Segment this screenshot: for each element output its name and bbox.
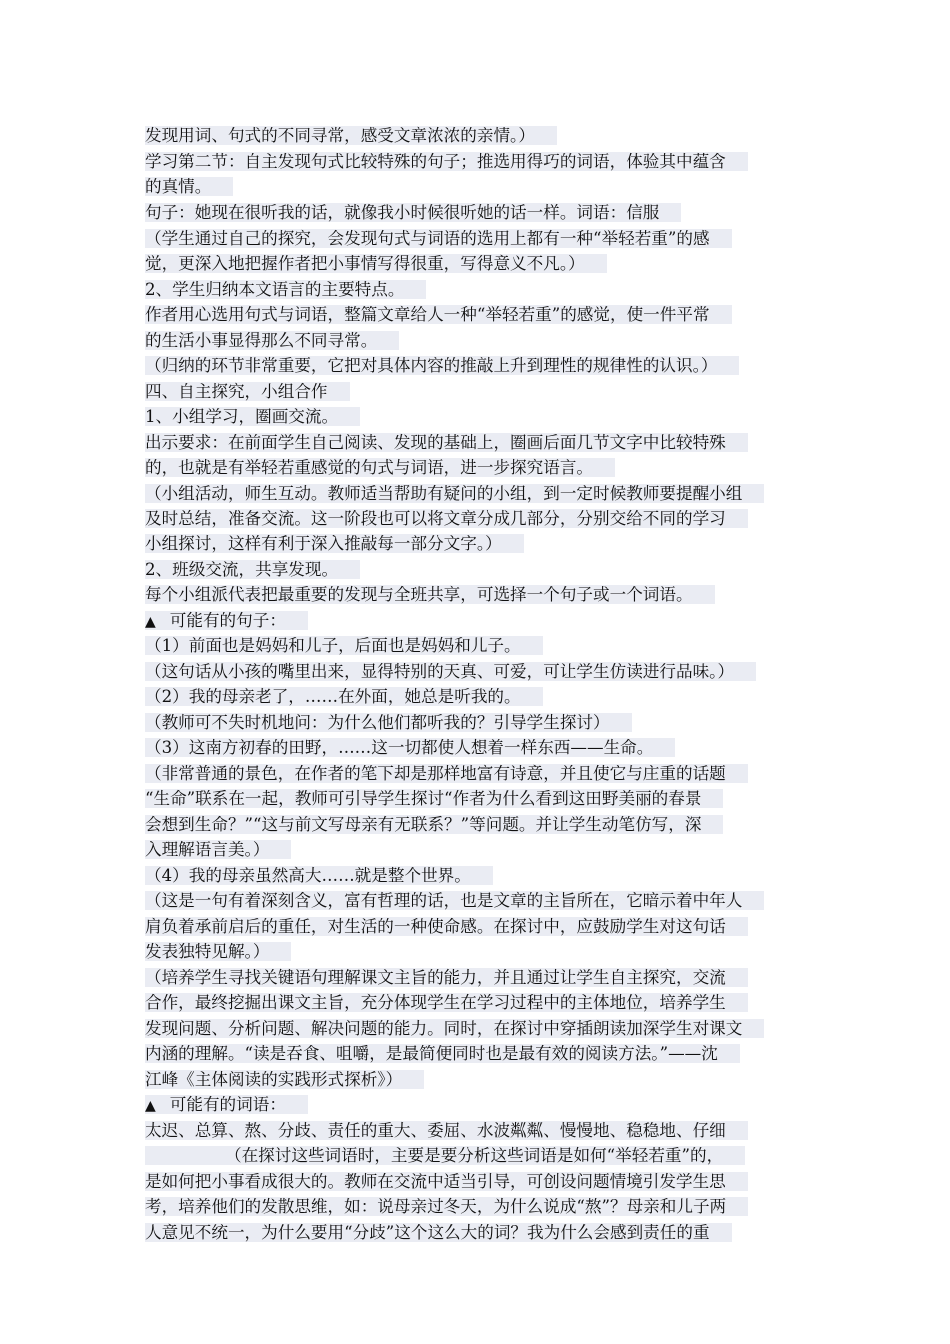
text-line: 2、学生归纳本文语言的主要特点。 [145,279,426,301]
text-line: （归纳的环节非常重要，它把对具体内容的推敲上升到理性的规律性的认识。） [145,355,739,377]
text-line: ▲ 可能有的词语： [145,1094,308,1116]
text-line: 江峰《主体阅读的实践形式探析》） [145,1069,424,1091]
text-line: （教师可不失时机地问：为什么他们都听我的？引导学生探讨） [145,712,632,734]
text-line: 合作，最终挖掘出课文主旨，充分体现学生在学习过程中的主体地位，培养学生 [145,992,748,1014]
text-line: 小组探讨，这样有利于深入推敲每一部分文字。） [145,533,524,555]
text-line: 考，培养他们的发散思维，如：说母亲过冬天，为什么说成“熬”？母亲和儿子两 [145,1196,748,1218]
text-line: 出示要求：在前面学生自己阅读、发现的基础上，圈画后面几节文字中比较特殊 [145,432,748,454]
text-line: 2、班级交流，共享发现。 [145,559,360,581]
text-line: （小组活动，师生互动。教师适当帮助有疑问的小组，到一定时候教师要提醒小组 [145,483,764,505]
text-line: 人意见不统一，为什么要用“分歧”这个这么大的词？我为什么会感到责任的重 [145,1222,732,1244]
text-line: “生命”联系在一起，教师可引导学生探讨“作者为什么看到这田野美丽的春景 [145,788,723,810]
text-line: 的生活小事显得那么不同寻常。 [145,330,399,352]
text-line: （在探讨这些词语时，主要是要分析这些词语是如何“举轻若重”的， [145,1145,745,1167]
text-line: 的，也就是有举轻若重感觉的句式与词语，进一步探究语言。 [145,457,615,479]
text-line: 作者用心选用句式与词语，整篇文章给人一种“举轻若重”的感觉，使一件平常 [145,304,732,326]
text-line: （培养学生寻找关键语句理解课文主旨的能力，并且通过让学生自主探究，交流 [145,967,748,989]
text-line: 学习第二节：自主发现句式比较特殊的句子；推选用得巧的词语，体验其中蕴含 [145,151,748,173]
text-line: 每个小组派代表把最重要的发现与全班共享，可选择一个句子或一个词语。 [145,584,715,606]
text-line: 肩负着承前启后的重任，对生活的一种使命感。在探讨中，应鼓励学生对这句话 [145,916,748,938]
section-heading: 四、自主探究，小组合作 [145,381,350,403]
text-line: 觉，更深入地把握作者把小事情写得很重，写得意义不凡。） [145,253,607,275]
text-line: （2）我的母亲老了，……在外面，她总是听我的。 [145,686,543,708]
text-line: 句子：她现在很听我的话，就像我小时候很听她的话一样。词语：信服 [145,202,681,224]
text-line: 会想到生命？”“这与前文写母亲有无联系？”等问题。并让学生动笔仿写，深 [145,814,723,836]
text-line: （这是一句有着深刻含义，富有哲理的话，也是文章的主旨所在，它暗示着中年人 [145,890,764,912]
text-line: 发现问题、分析问题、解决问题的能力。同时，在探讨中穿插朗读加深学生对课文 [145,1018,764,1040]
text-line: 及时总结，准备交流。这一阶段也可以将文章分成几部分，分别交给不同的学习 [145,508,748,530]
text-line: 入理解语言美。） [145,839,291,861]
text-line: （4）我的母亲虽然高大……就是整个世界。 [145,865,493,887]
triangle-bullet-icon: ▲ [145,614,156,630]
text-line: ▲ 可能有的句子： [145,610,308,632]
text-line: （这句话从小孩的嘴里出来，显得特别的天真、可爱，可让学生仿读进行品味。） [145,661,756,683]
text-line: 内涵的理解。“读是吞食、咀嚼，是最简便同时也是最有效的阅读方法。”——沈 [145,1043,740,1065]
text-line: （非常普通的景色，在作者的笔下却是那样地富有诗意，并且使它与庄重的话题 [145,763,748,785]
text-line: 是如何把小事看成很大的。教师在交流中适当引导，可创设问题情境引发学生思 [145,1171,748,1193]
text-line: （学生通过自己的探究，会发现句式与词语的选用上都有一种“举轻若重”的感 [145,228,732,250]
text-line: 发现用词、句式的不同寻常，感受文章浓浓的亲情。） [145,125,557,147]
triangle-bullet-icon: ▲ [145,1098,156,1114]
text-line: 的真情。 [145,176,233,198]
text-line: （3）这南方初春的田野，……这一切都使人想着一样东西——生命。 [145,737,675,759]
text-line: （1）前面也是妈妈和儿子，后面也是妈妈和儿子。 [145,635,543,657]
text-line: 1、小组学习，圈画交流。 [145,406,360,428]
text-line: 发表独特见解。） [145,941,291,963]
text-line: 太迟、总算、熬、分歧、责任的重大、委屈、水波粼粼、慢慢地、稳稳地、仔细 [145,1120,748,1142]
